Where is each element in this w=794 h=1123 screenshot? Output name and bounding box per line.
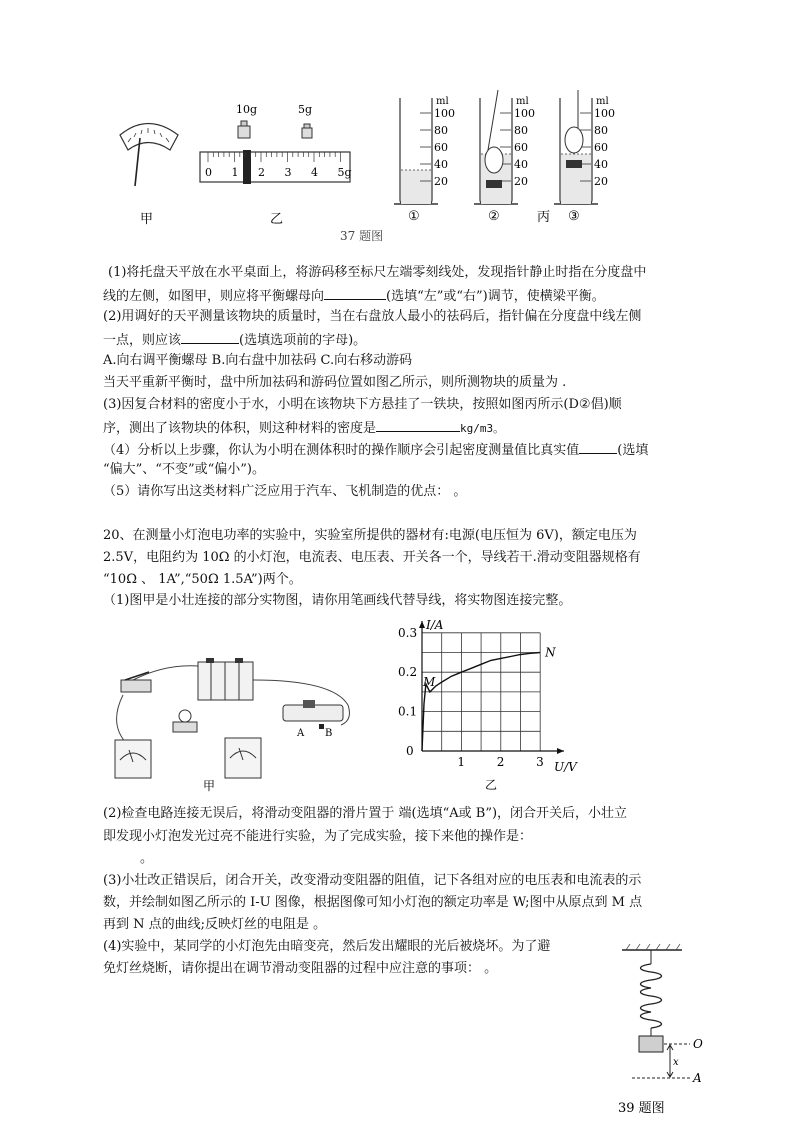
ruler-tick-label: 5g bbox=[337, 166, 352, 179]
cylinder-tick-label: 80 bbox=[594, 124, 608, 137]
q37-p2c: 当天平重新平衡时，盘中所加祛码和游码位置如图乙所示，则所测物块的质量为 . bbox=[103, 375, 567, 390]
q37-p3b: 序，测出了该物块的体积，则这种材料的密度是 kg/m3。 bbox=[103, 421, 505, 436]
weight-10g bbox=[236, 103, 257, 138]
point-m-label: M bbox=[422, 675, 436, 690]
cylinder-tick-label: 60 bbox=[514, 141, 528, 154]
chart-caption: 乙 bbox=[485, 778, 498, 792]
ruler bbox=[200, 150, 352, 184]
x-tick-label: 1 bbox=[457, 755, 466, 769]
cylinder-tick-label: 100 bbox=[594, 107, 615, 120]
fig37-label-yi: 乙 bbox=[270, 212, 284, 227]
q20-l3: “10Ω 、 1A”,“50Ω 1.5A”)两个。 bbox=[103, 572, 302, 587]
x-tick-label: 3 bbox=[536, 755, 544, 769]
q20-l4: （1)图甲是小壮连接的部分实物图，请你用笔画线代替导线，将实物图连接完整。 bbox=[103, 593, 572, 608]
svg-text:ml: ml bbox=[436, 96, 449, 107]
svg-text:10g: 10g bbox=[236, 103, 258, 116]
origin-label: 0 bbox=[406, 744, 414, 758]
svg-text:B: B bbox=[325, 728, 333, 739]
cylinder-2 bbox=[474, 90, 535, 224]
figure-39 bbox=[610, 940, 720, 1120]
cylinder-tick-label: 20 bbox=[514, 175, 528, 188]
q20-l1: 20、在测量小灯泡电功率的实验中，实验室所提供的器材有:电源(电压恒为 6V)，额定电压为 bbox=[103, 528, 637, 543]
cylinder-tick-label: 80 bbox=[514, 124, 528, 137]
light-bulb bbox=[173, 710, 197, 732]
battery-pack bbox=[198, 658, 253, 700]
q20-p4a: (4)实验中，某同学的小灯泡先由暗变亮，然后发出耀眼的光后被烧坏。为了避 bbox=[103, 939, 551, 954]
svg-text:5g: 5g bbox=[298, 103, 313, 116]
y-tick-label: 0.2 bbox=[398, 665, 418, 680]
cylinder-tick-label: 20 bbox=[434, 175, 448, 188]
q37-p1b: 线的左侧，如图甲，则应将平衡螺母向 (选填“左”或“右”)调节，使横梁平衡。 bbox=[103, 289, 605, 304]
q37-p3: (3)因复合材料的密度小于水，小明在该物块下方悬挂了一铁块，按照如图丙所示(D②倡)顺 bbox=[103, 397, 622, 412]
fig39-caption: 39 题图 bbox=[618, 1101, 665, 1116]
cylinder-tick-label: 100 bbox=[514, 107, 535, 120]
q20-p2c: 。 bbox=[140, 851, 154, 866]
fig37-label-jia: 甲 bbox=[140, 212, 154, 227]
svg-text:ml: ml bbox=[596, 96, 609, 107]
cylinder-3 bbox=[554, 90, 615, 224]
q20-p4b: 免灯丝烧断，请你提出在调节滑动变阻器的过程中应注意的事项： 。 bbox=[103, 961, 498, 976]
ruler-tick-label: 3 bbox=[284, 166, 292, 179]
point-n-label: N bbox=[545, 645, 556, 660]
fig37-label-bing: 丙 bbox=[537, 210, 551, 225]
answer-blank[interactable] bbox=[324, 287, 386, 300]
grid bbox=[422, 633, 540, 751]
svg-text:A: A bbox=[297, 728, 305, 739]
spring-block bbox=[639, 1036, 663, 1052]
x-axis-label: U/V bbox=[554, 760, 577, 774]
cylinder-tick-label: 20 bbox=[594, 175, 608, 188]
voltmeter bbox=[115, 740, 151, 778]
x-tick-label: 2 bbox=[496, 755, 505, 769]
cylinder-tick-label: 60 bbox=[434, 141, 448, 154]
y-tick-label: 0.1 bbox=[398, 704, 418, 719]
cylinder-tick-label: 80 bbox=[434, 124, 448, 137]
q20-p3b: 数，并绘制如图乙所示的 I-U 图像，根据图像可知小灯泡的额定功率是 W;图中从原点到 M 点 bbox=[103, 895, 643, 910]
q37-p5: （5）请你写出这类材料广泛应用于汽车、飞机制造的优点： 。 bbox=[103, 484, 467, 499]
answer-blank[interactable] bbox=[376, 419, 460, 432]
ammeter bbox=[225, 738, 261, 778]
y-tick-label: 0.3 bbox=[398, 625, 418, 640]
step-label: ③ bbox=[568, 209, 580, 224]
rheostat bbox=[283, 700, 343, 739]
svg-text:O: O bbox=[693, 1037, 703, 1051]
switch bbox=[121, 672, 151, 692]
q37-p2b: 一点，则应该 (选填选项前的字母)。 bbox=[103, 333, 367, 348]
ruler-tick-label: 1 bbox=[231, 166, 239, 179]
cylinder-tick-label: 40 bbox=[514, 158, 528, 171]
y-axis-label: I/A bbox=[426, 618, 444, 632]
q20-l2: 2.5V，电阻约为 10Ω 的小灯泡，电流表、电压表、开关各一个，导线若干.滑动变阻器规格有 bbox=[103, 550, 641, 565]
q37-options: A.向右调平衡螺母 B.向右盘中加祛码 C.向右移动游码 bbox=[103, 353, 413, 368]
cylinder-tick-label: 40 bbox=[434, 158, 448, 171]
svg-text:x: x bbox=[673, 1057, 679, 1068]
answer-blank[interactable] bbox=[181, 331, 239, 344]
weight-5g bbox=[298, 103, 312, 138]
cylinder-tick-label: 100 bbox=[434, 107, 455, 120]
q20-p2b: 即发现小灯泡发光过亮不能进行实验，为了完成实验，接下来他的操作是： bbox=[103, 829, 533, 844]
spring bbox=[641, 964, 662, 1028]
cylinder-1 bbox=[394, 96, 455, 224]
q37-p2: (2)用调好的天平测量该物块的质量时，当在右盘放人最小的祛码后，指针偏在分度盘中线左侧 bbox=[103, 309, 642, 324]
answer-blank[interactable] bbox=[579, 441, 617, 454]
circuit-figure bbox=[103, 650, 363, 800]
cylinder-tick-label: 60 bbox=[594, 141, 608, 154]
step-label: ① bbox=[408, 209, 420, 224]
ruler-tick-label: 4 bbox=[311, 166, 318, 179]
q37-p1: (1)将托盘天平放在水平桌面上，将游码移至标尺左端零刻线处，发现指针静止时指在分度盘中 bbox=[108, 265, 647, 280]
q20-p2a: (2)检查电路连接无误后，将滑动变阻器的滑片置于 端(选填“A或 B”)，闭合开关后，小壮立 bbox=[103, 806, 628, 821]
iu-chart bbox=[380, 615, 580, 800]
q37-p4: （4）分析以上步骤，你认为小明在测体积时的操作顺序会引起密度测量值比真实值 (选填 bbox=[103, 443, 649, 458]
cylinder-tick-label: 40 bbox=[594, 158, 608, 171]
circuit-label: 甲 bbox=[203, 779, 216, 793]
svg-text:ml: ml bbox=[516, 96, 529, 107]
q20-p3c: 再到 N 点的曲线;反映灯丝的电阻是 。 bbox=[103, 917, 327, 932]
ruler-tick-label: 2 bbox=[258, 166, 265, 179]
ruler-tick-label: 0 bbox=[205, 166, 212, 179]
svg-text:A: A bbox=[693, 1071, 702, 1085]
scale-dial bbox=[120, 124, 178, 187]
fig37-caption: 37 题图 bbox=[340, 229, 384, 243]
q20-p3a: (3)小壮改正错误后，闭合开关，改变滑动变阻器的阻值，记下各组对应的电压表和电流表的示 bbox=[103, 873, 642, 888]
figure-37 bbox=[100, 90, 615, 250]
q37-p4b: “偏大”、“不变”或“偏小”)。 bbox=[103, 462, 265, 477]
step-label: ② bbox=[488, 209, 500, 224]
